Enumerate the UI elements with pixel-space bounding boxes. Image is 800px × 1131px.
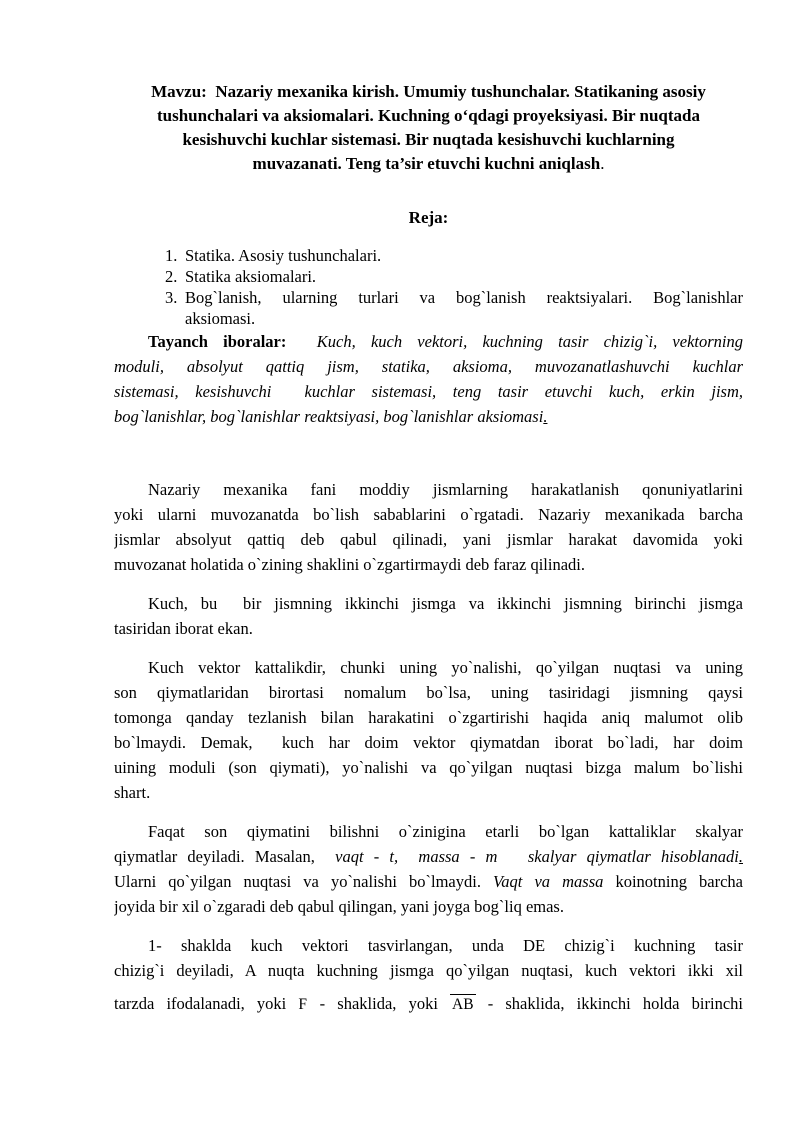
body-paragraph [114,933,743,1016]
text-line [114,329,743,354]
keywords-text: moduli, absolyut qattiq jism, statika, aksioma, muvozanatlashuvchi kuchlar [114,357,743,376]
body-text: Ularni qo`yilgan nuqtasi va yo`nalishi bo`lmaydi. [114,872,494,891]
body-text: tarzda ifodalanadi, yoki [114,994,299,1013]
italic-term: Vaqt va massa [493,872,604,891]
text-line: uining moduli (son qiymati), yo`nalishi va qo`yilgan nuqtasi bizga malum bo`lishi [114,758,743,777]
vector-ab-overline: AB [452,996,474,1013]
keywords-paragraph [114,329,743,429]
title-line [114,152,743,176]
text-line: jismlar absolyut qattiq deb qabul qilinadi, yani jismlar harakat davomida yoki [114,530,743,549]
underlined-period: . [543,407,548,426]
text-line: Bog`lanish, ularning turlari va bog`lanish reaktsiyalari. Bog`lanishlar [185,288,743,307]
text-line [114,404,743,429]
body-text: - shaklida, yoki [307,994,451,1013]
title-final-period: . [600,154,605,173]
text-line: chizig`i deyiladi, A nuqta kuchning jismga qo`yilgan nuqtasi, kuch vektori ikki xil [114,961,743,980]
list-item-text [185,287,743,329]
keywords-text: Kuch, kuch vektori, kuchning tasir chizig`i, vektorning [286,332,743,351]
body-text: koinotning barcha [603,872,743,891]
title-line-text: muvazanati. Teng ta’sir etuvchi kuchni aniqlash [252,154,601,173]
text-line: Kuch vektor kattalikdir, chunki uning yo`nalishi, qo`yilgan nuqtasi va uning [148,658,743,677]
body-paragraph [114,591,743,641]
reja-heading: Reja: [408,208,449,227]
list-item-number: 3. [165,288,178,307]
list-item [114,245,743,266]
text-line: Nazariy mexanika fani moddiy jismlarning harakatlanish qonuniyatlarini [148,480,743,499]
document-title [114,80,743,176]
text-line: son qiymatlaridan birortasi nomalum bo`lsa, uning tasiridagi jismning qaysi [114,683,743,702]
list-item [114,287,743,329]
body-paragraph [114,477,743,577]
body-text: - shaklida, ikkinchi holda birinchi [475,994,743,1013]
title-line: tushunchalari va aksiomalari. Kuchning oʻqdagi proyeksiyasi. Bir nuqtada [156,106,701,125]
reja-list [114,245,743,329]
text-line: joyida bir xil o`zgaradi deb qabul qilingan, yani joyga bog`liq emas. [114,897,564,916]
text-line: tasiridan iborat ekan. [114,619,253,638]
text-line [114,991,743,1016]
keywords-label: Tayanch iboralar: [148,332,287,351]
body-text: qiymatlar deyiladi. Masalan, [114,847,336,866]
text-line [114,354,743,379]
underlined-period: . [738,847,743,866]
text-line: muvozanat holatida o`zining shaklini o`zgartirmaydi deb faraz qilinadi. [114,555,586,574]
text-line [114,869,743,894]
text-line: shart. [114,783,151,802]
text-line [114,379,743,404]
list-item-number: 2. [165,267,178,286]
italic-term: vaqt - t, massa - m skalyar qiymatlar hisoblanadi [335,847,739,866]
text-line: bo`lmaydi. Demak, kuch har doim vektor qiymatdan iborat bo`ladi, har doim [114,733,743,752]
text-line: tomonga qanday tezlanish bilan harakatini o`zgartirishi haqida aniq malumot olib [114,708,743,727]
text-line: Kuch, bu bir jismning ikkinchi jismga va ikkinchi jismning birinchi jismga [148,594,743,613]
text-line: yoki ularni muvozanatda bo`lish sabablarini o`rgatadi. Nazariy mexanikada barcha [114,505,743,524]
list-item-number: 1. [165,246,178,265]
title-line: kesishuvchi kuchlar sistemasi. Bir nuqtada kesishuvchi kuchlarning [182,130,675,149]
text-line [114,844,743,869]
force-vector-symbol: F [298,996,308,1013]
body-paragraph [114,819,743,919]
list-item [114,266,743,287]
keywords-text: bog`lanishlar, bog`lanishlar reaktsiyasi, bog`lanishlar aksiomasi [114,407,544,426]
body-paragraph [114,655,743,805]
list-item-text: Statika aksiomalari. [185,267,317,286]
title-line: Mavzu: Nazariy mexanika kirish. Umumiy tushunchalar. Statikaning asosiy [151,82,706,101]
text-line: aksiomasi. [185,309,256,328]
text-line: Faqat son qiymatini bilishni o`zinigina etarli bo`lgan kattaliklar skalyar [148,822,743,841]
keywords-text: sistemasi, kesishuvchi kuchlar sistemasi, teng tasir etuvchi kuch, erkin jism, [114,382,743,401]
list-item-text: Statika. Asosiy tushunchalari. [185,246,382,265]
text-line: 1- shaklda kuch vektori tasvirlangan, unda DE chizig`i kuchning tasir [148,936,743,955]
